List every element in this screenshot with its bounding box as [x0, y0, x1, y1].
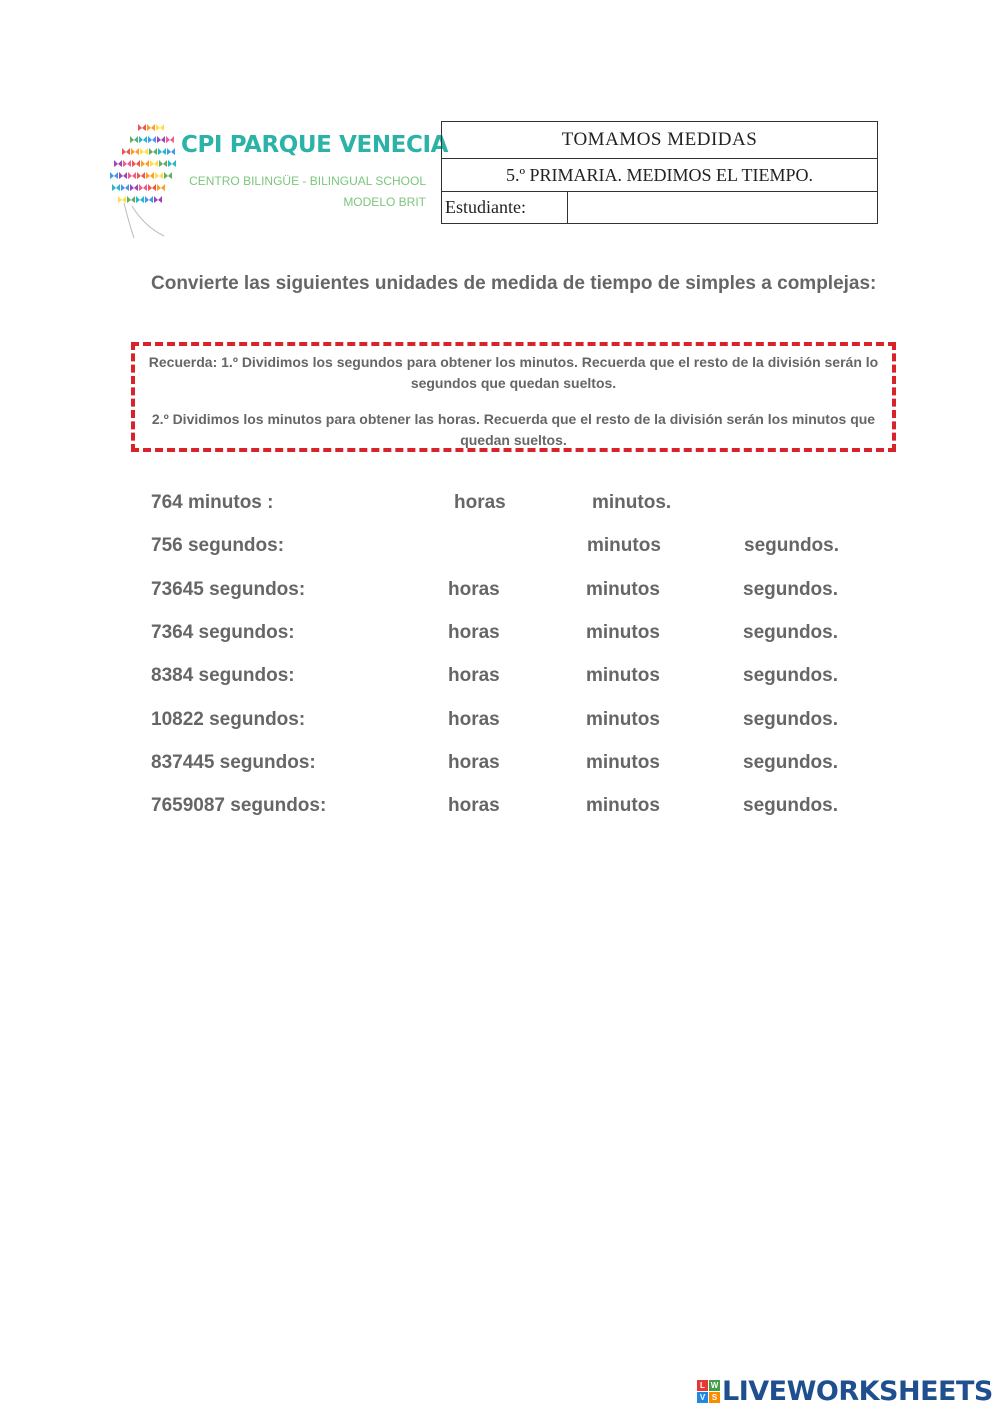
butterfly-shape	[139, 184, 147, 191]
butterfly-shape	[147, 124, 155, 131]
butterfly-shape	[123, 160, 131, 167]
butterfly-shape	[127, 196, 135, 203]
exercise-5-seconds: segundos.	[743, 665, 839, 686]
exercise-3-hours: horas	[448, 579, 500, 600]
butterfly-shape	[131, 148, 139, 155]
exercise-1-minutes: minutos.	[592, 492, 672, 513]
butterfly-shape	[110, 172, 118, 179]
butterfly-shape	[164, 172, 172, 179]
exercise-8-minutes: minutos	[586, 795, 660, 816]
reminder-step-1: Recuerda: 1.º Dividimos los segundos para obtener los minutos. Recuerda que el resto de la división serán lo segundos que quedan sueltos.	[148, 354, 879, 391]
exercise-2-label: 756 segundos:	[151, 535, 285, 556]
butterfly-shape	[157, 136, 165, 143]
butterfly-shape	[122, 148, 130, 155]
butterfly-shape	[159, 160, 167, 167]
exercise-3-minutes: minutos	[586, 579, 660, 600]
butterfly-shape	[150, 160, 158, 167]
butterfly-shape	[149, 148, 157, 155]
school-name: CPI PARQUE VENECIA	[181, 132, 449, 158]
butterfly-shape	[141, 160, 149, 167]
exercise-6-hours: horas	[448, 709, 500, 730]
exercise-7-seconds: segundos.	[743, 752, 839, 773]
butterfly-shape	[145, 196, 153, 203]
exercise-5-hours: horas	[448, 665, 500, 686]
exercise-3-label: 73645 segundos:	[151, 579, 306, 600]
exercise-5-label: 8384 segundos:	[151, 665, 295, 686]
butterfly-shape	[140, 148, 148, 155]
butterfly-tree-icon	[104, 118, 184, 243]
butterfly-shape	[121, 184, 129, 191]
butterfly-shape	[158, 148, 166, 155]
butterfly-shape	[118, 196, 126, 203]
butterfly-shape	[130, 184, 138, 191]
butterfly-shape	[138, 124, 146, 131]
butterfly-shape	[155, 172, 163, 179]
exercise-4-label: 7364 segundos:	[151, 622, 295, 643]
butterfly-shape	[166, 136, 174, 143]
worksheet-subtitle: 5.º PRIMARIA. MEDIMOS EL TIEMPO.	[442, 159, 878, 192]
exercise-7-hours: horas	[448, 752, 500, 773]
butterfly-shape	[130, 136, 138, 143]
butterfly-shape	[136, 196, 144, 203]
exercise-8-label: 7659087 segundos:	[151, 795, 327, 816]
school-logo	[104, 118, 449, 243]
exercise-4-seconds: segundos.	[743, 622, 839, 643]
exercise-8-hours: horas	[448, 795, 500, 816]
butterfly-shape	[168, 160, 176, 167]
exercise-8-seconds: segundos.	[743, 795, 839, 816]
exercise-1-label: 764 minutos :	[151, 492, 274, 513]
butterfly-shape	[146, 172, 154, 179]
butterfly-shape	[148, 184, 156, 191]
exercise-2-seconds: segundos.	[744, 535, 840, 556]
butterfly-shape	[157, 184, 165, 191]
exercise-1-hours: horas	[454, 492, 506, 513]
butterfly-shape	[128, 172, 136, 179]
exercise-6-seconds: segundos.	[743, 709, 839, 730]
reminder-box	[131, 342, 896, 452]
student-label: Estudiante:	[442, 192, 568, 224]
exercise-6-label: 10822 segundos:	[151, 709, 306, 730]
exercise-6-minutes: minutos	[586, 709, 660, 730]
instruction-text: Convierte las siguientes unidades de medida de tiempo de simples a complejas:	[151, 273, 877, 294]
exercise-7-minutes: minutos	[586, 752, 660, 773]
butterfly-shape	[132, 160, 140, 167]
butterfly-shape	[148, 136, 156, 143]
worksheet-header	[441, 121, 878, 224]
butterfly-shape	[112, 184, 120, 191]
butterfly-shape	[167, 148, 175, 155]
butterfly-shape	[114, 160, 122, 167]
school-subtitle: CENTRO BILINGÜE - BILINGUAL SCHOOL	[189, 174, 426, 188]
exercise-2-minutes: minutos	[587, 535, 661, 556]
student-name-field[interactable]	[568, 192, 878, 224]
exercise-4-minutes: minutos	[586, 622, 660, 643]
butterfly-shape	[139, 136, 147, 143]
butterfly-shape	[137, 172, 145, 179]
exercise-7-label: 837445 segundos:	[151, 752, 316, 773]
reminder-step-2: 2.º Dividimos los minutos para obtener las horas. Recuerda que el resto de la división serán los minutos que quedan sueltos.	[151, 411, 876, 448]
liveworksheets-brand[interactable]: LIVEWORKSHEETS	[722, 1376, 993, 1407]
butterfly-shape	[119, 172, 127, 179]
exercise-4-hours: horas	[448, 622, 500, 643]
school-model: MODELO BRIT	[343, 195, 426, 209]
exercise-3-seconds: segundos.	[743, 579, 839, 600]
worksheet-title: TOMAMOS MEDIDAS	[442, 122, 878, 159]
liveworksheets-badge-icon: L W V S	[697, 1380, 721, 1404]
exercise-5-minutes: minutos	[586, 665, 660, 686]
butterfly-shape	[156, 124, 164, 131]
butterfly-shape	[154, 196, 162, 203]
